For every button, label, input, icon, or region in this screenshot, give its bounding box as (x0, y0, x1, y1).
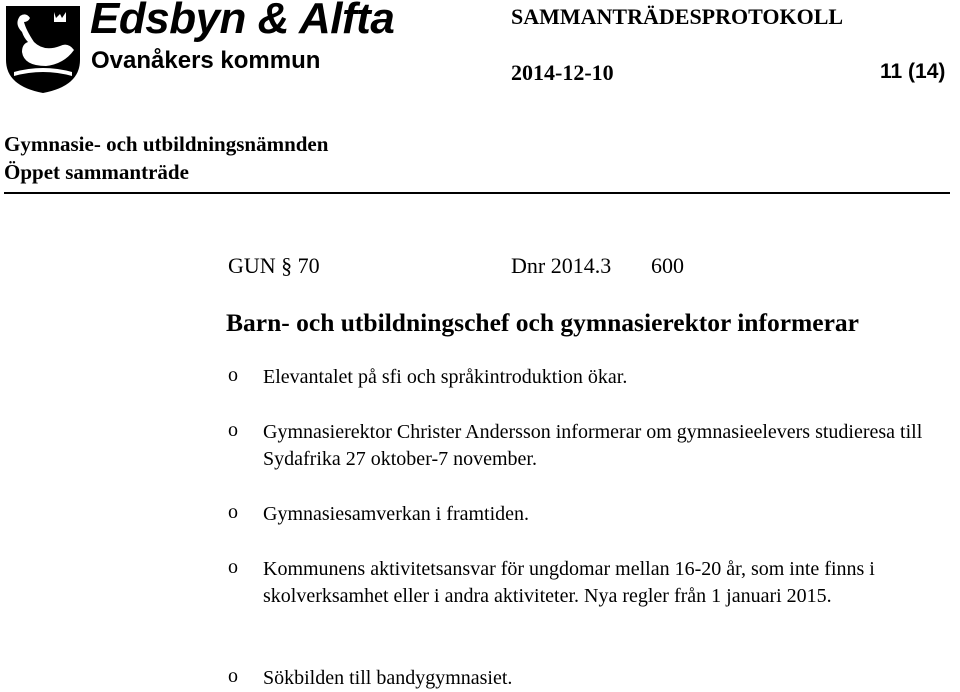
document-date: 2014-12-10 (511, 60, 614, 85)
section-id: GUN § 70 (228, 253, 320, 278)
page-number: 11 (14) (880, 60, 946, 83)
bullet-marker: o (228, 364, 238, 386)
bullet-marker: o (228, 419, 238, 441)
bullet-marker: o (228, 501, 238, 523)
bullet-marker: o (228, 556, 238, 578)
committee-name: Gymnasie- och utbildningsnämnden (4, 132, 329, 156)
list-item-text: Gymnasierektor Christer Andersson informerar om gymnasieelevers studieresa till Sydafrika 27 oktober-7 november. (263, 421, 923, 470)
list-item-text: Kommunens aktivitetsansvar för ungdomar mellan 16-20 år, som inte finns i skolverksamhet eller i andra aktiviteter. Nya regler från 1 januari 2015. (263, 558, 875, 607)
document-type: SAMMANTRÄDESPROTOKOLL (511, 4, 844, 29)
list-item-text: Elevantalet på sfi och språkintroduktion ökar. (263, 366, 628, 388)
section-title: Barn- och utbildningschef och gymnasierektor informerar (226, 308, 859, 337)
bullet-marker: o (228, 665, 238, 687)
dnr-number: 600 (651, 253, 684, 278)
meeting-type: Öppet sammanträde (4, 160, 189, 184)
list-item-text: Sökbilden till bandygymnasiet. (263, 667, 513, 689)
list-item-text: Gymnasiesamverkan i framtiden. (263, 503, 530, 525)
logo-title: Edsbyn & Alfta (90, 0, 395, 43)
logo-subtitle: Ovanåkers kommun (91, 47, 321, 74)
swan-crown-logo-icon (4, 2, 82, 94)
header-divider (4, 192, 950, 194)
dnr-label: Dnr 2014.3 (511, 253, 612, 278)
